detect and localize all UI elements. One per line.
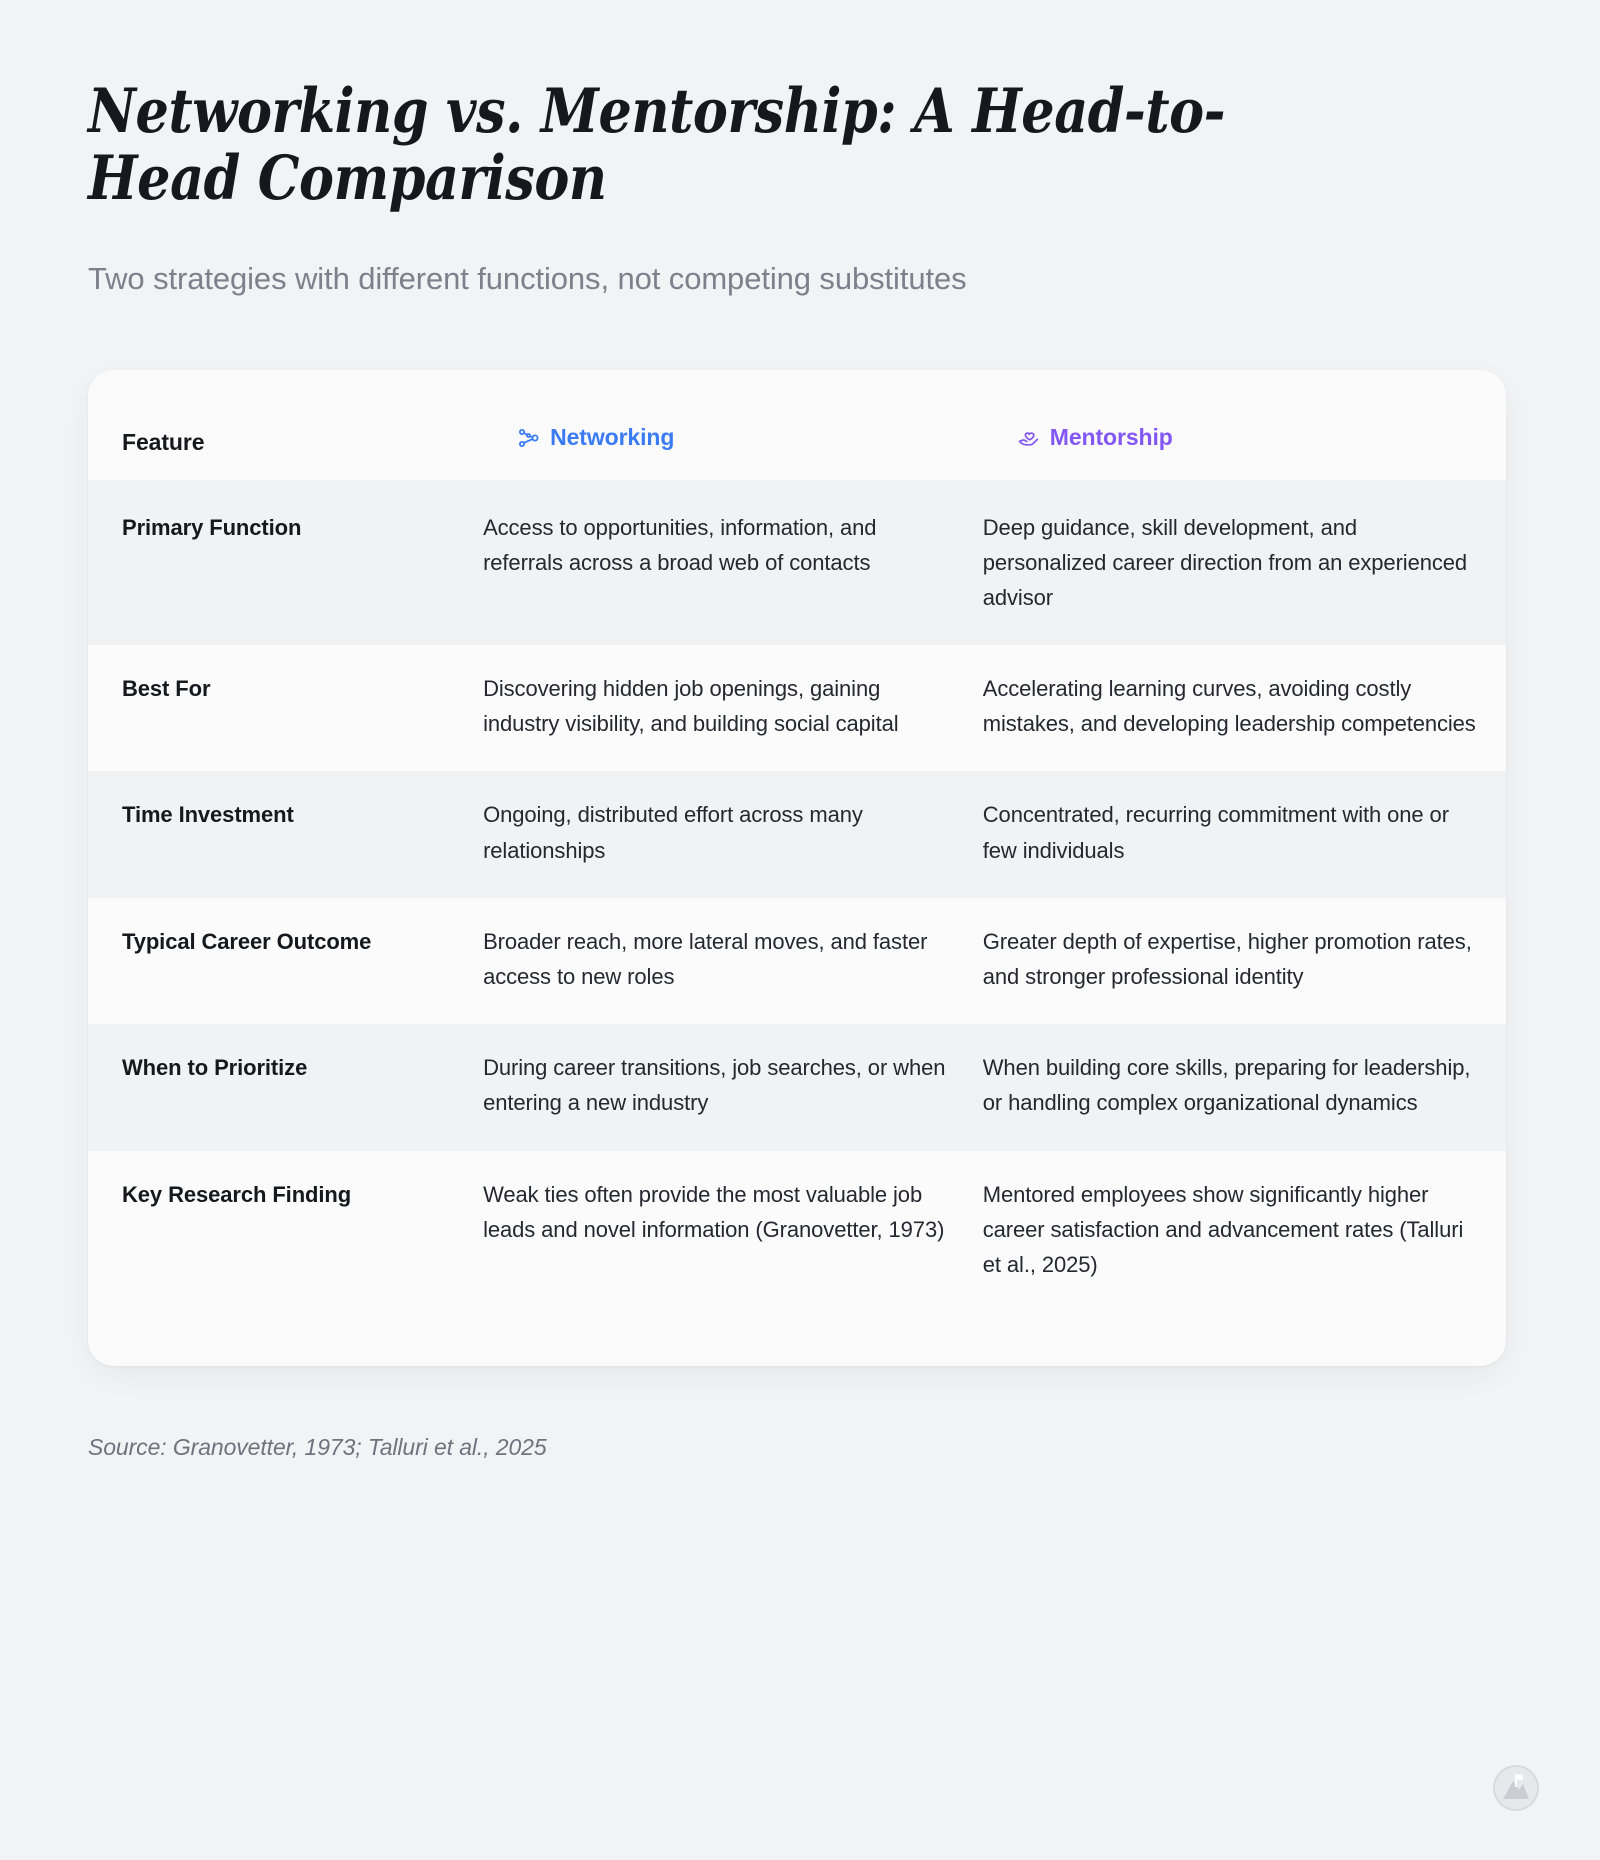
row-networking-value: Access to opportunities, information, and referrals across a broad web of contacts <box>483 480 983 646</box>
page-title: Networking vs. Mentorship: A Head-to-Head Comparison <box>88 76 1226 215</box>
table-row <box>88 1151 1506 1313</box>
row-mentorship-value: Deep guidance, skill development, and personalized career direction from an experienced advisor <box>983 480 1506 646</box>
network-nodes-icon <box>517 426 541 450</box>
comparison-table <box>88 370 1506 1312</box>
table-header <box>88 370 1506 480</box>
page-subtitle: Two strategies with different functions, not competing substitutes <box>88 261 967 297</box>
comparison-card <box>88 370 1506 1366</box>
table-body <box>88 480 1506 1313</box>
column-header-networking-label: Networking <box>550 424 675 451</box>
hand-heart-icon <box>1017 426 1041 450</box>
row-mentorship-value: Concentrated, recurring commitment with one or few individuals <box>983 771 1506 897</box>
row-feature-label: Time Investment <box>88 771 483 897</box>
table-row <box>88 771 1506 897</box>
table-row <box>88 645 1506 771</box>
row-networking-value: Discovering hidden job openings, gaining industry visibility, and building social capital <box>483 676 899 737</box>
column-header-mentorship-label: Mentorship <box>1049 424 1173 451</box>
mountain-flag-logo <box>1492 1764 1540 1812</box>
row-feature-label: Typical Career Outcome <box>122 928 372 954</box>
row-feature-label: Primary Function <box>88 480 483 646</box>
row-mentorship-value: Accelerating learning curves, avoiding costly mistakes, and developing leadership competencies <box>982 676 1476 737</box>
column-header-feature-label: Feature <box>122 428 205 455</box>
row-networking-value: During career transitions, job searches, or when entering a new industry <box>483 1024 983 1150</box>
table-row <box>88 480 1506 646</box>
source-note: Source: Granovetter, 1973; Talluri et al., 2025 <box>88 1434 547 1461</box>
row-networking-value: Broader reach, more lateral moves, and faster access to new roles <box>483 928 928 990</box>
column-header-mentorship <box>983 370 1506 480</box>
row-feature-label: When to Prioritize <box>88 1024 483 1150</box>
row-feature-label: Best For <box>122 676 211 702</box>
column-header-networking <box>483 370 983 480</box>
row-mentorship-value: When building core skills, preparing for leadership, or handling complex organizational dynamics <box>983 1024 1506 1150</box>
column-header-feature <box>88 370 483 480</box>
table-row <box>88 1024 1506 1150</box>
row-mentorship-value: Mentored employees show significantly higher career satisfaction and advancement rates (Talluri et al., 2025) <box>982 1181 1464 1277</box>
row-feature-label: Key Research Finding <box>122 1181 352 1207</box>
row-networking-value: Ongoing, distributed effort across many relationships <box>483 771 983 897</box>
row-networking-value: Weak ties often provide the most valuable job leads and novel information (Granovetter, 1973) <box>483 1181 945 1242</box>
table-header-row <box>88 370 1506 480</box>
header <box>88 0 1512 300</box>
row-mentorship-value: Greater depth of expertise, higher promotion rates, and stronger professional identity <box>982 928 1472 990</box>
table-row <box>88 898 1506 1024</box>
